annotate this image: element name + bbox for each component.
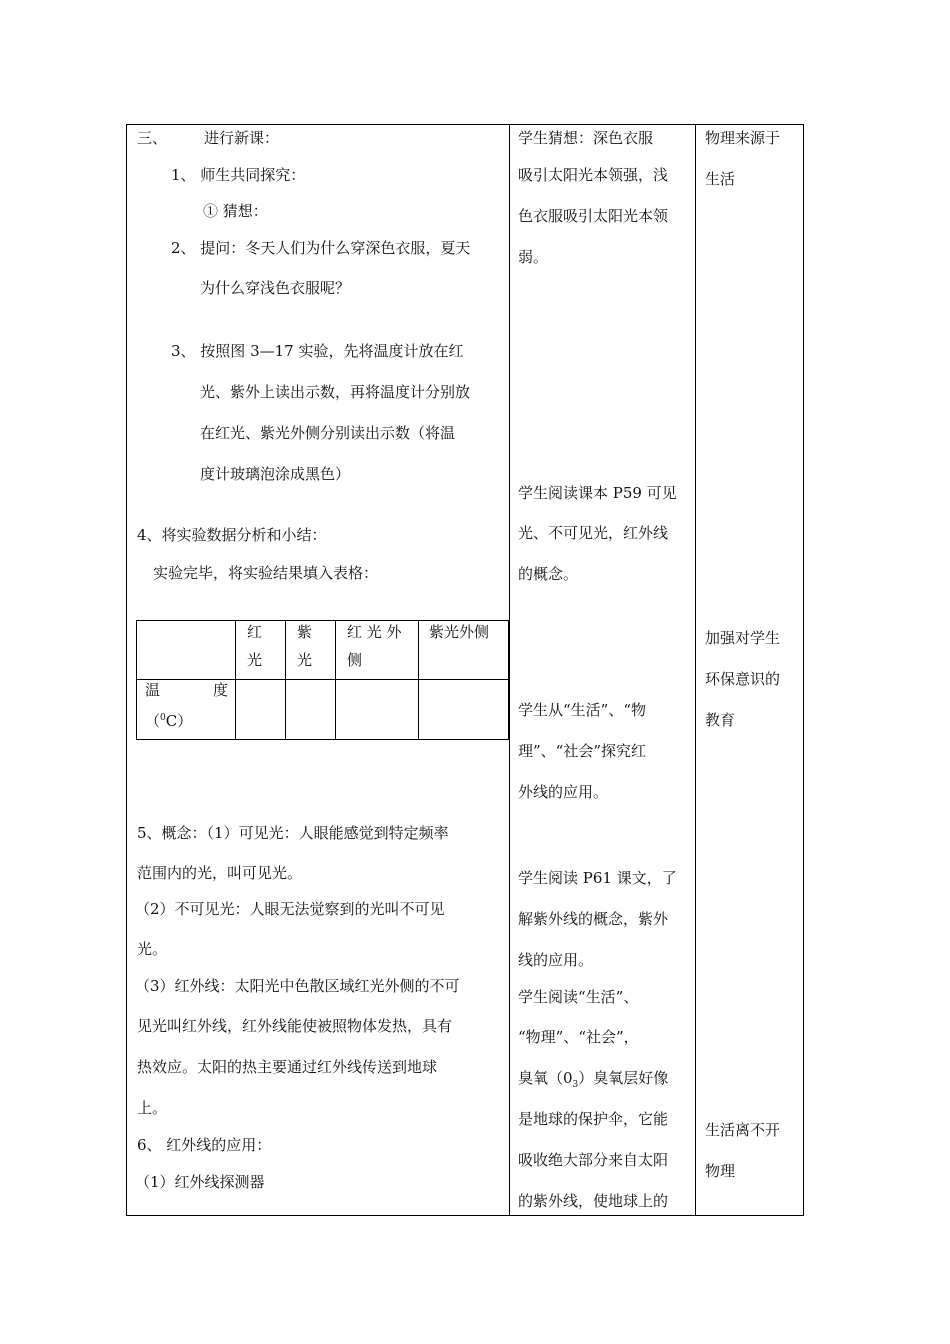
item-5-line-8: 上。 xyxy=(137,1099,168,1117)
item-5-line-6: 见光叫红外线，红外线能使被照物体发热，具有 xyxy=(137,1017,453,1035)
row-label-unit: （$^0$C） xyxy=(145,712,193,730)
ozone-line-6: 的紫外线，使地球上的 xyxy=(518,1192,669,1210)
guess-item: ① 猜想： xyxy=(203,202,268,220)
item-3-line-1: 3、 按照图 3—17 实验，先将温度计放在红 xyxy=(171,342,464,360)
item-5-line-7: 热效应。太阳的热主要通过红外线传送到地球 xyxy=(137,1058,438,1076)
note-3-line-1: 生活离不开 xyxy=(705,1121,781,1139)
row-label-temperature: 温 xyxy=(145,681,161,699)
header-outside-red: 红 光 外 xyxy=(347,623,402,641)
note-1-line-1: 物理来源于 xyxy=(705,129,781,147)
table-row-divider xyxy=(137,679,508,680)
note-1-line-2: 生活 xyxy=(705,170,736,188)
item-5-line-1: 5、概念：（1）可见光：人眼能感觉到特定频率 xyxy=(137,824,449,842)
column-divider-2 xyxy=(695,125,696,1215)
student-guess-line-3: 色衣服吸引太阳光本领 xyxy=(518,207,669,225)
header-outside-violet: 紫光外侧 xyxy=(429,623,490,641)
item-2-line-2: 为什么穿浅色衣服呢？ xyxy=(200,279,351,297)
header-violet-light-2: 光 xyxy=(297,651,313,669)
reading-p59-line-1: 学生阅读课本 P59 可见 xyxy=(518,484,677,502)
item-5-line-4: 光。 xyxy=(137,940,168,958)
header-red-light-2: 光 xyxy=(247,651,263,669)
reading-p59-line-2: 光、不可见光，红外线 xyxy=(518,524,669,542)
item-5-line-5: （3）红外线：太阳光中色散区域红光外侧的不可 xyxy=(135,977,460,995)
item-3-line-3: 在红光、紫光外侧分别读出示数（将温 xyxy=(200,424,456,442)
header-outside-red-2: 侧 xyxy=(347,651,363,669)
reading-p61-line-1: 学生阅读 P61 课文，了 xyxy=(518,869,677,887)
explore-line-2: 理”、“社会”探究红 xyxy=(518,742,647,760)
note-2-line-1: 加强对学生 xyxy=(705,629,781,647)
item-4: 4、将实验数据分析和小结： xyxy=(137,526,327,544)
item-4-instruction: 实验完毕，将实验结果填入表格： xyxy=(153,564,379,582)
lesson-table xyxy=(126,124,804,1216)
student-guess-line-4: 弱。 xyxy=(518,248,549,266)
ozone-line-5: 吸收绝大部分来自太阳 xyxy=(518,1151,669,1169)
ozone-line-3: 臭氧$(0_3)$臭氧层好像 xyxy=(518,1069,669,1090)
section-heading: 进行新课： xyxy=(204,129,280,147)
header-red-light: 红 xyxy=(247,623,263,641)
note-2-line-2: 环保意识的 xyxy=(705,670,781,688)
reading-p61-line-2: 解紫外线的概念，紫外 xyxy=(518,910,669,928)
item-2-line-1: 2、 提问：冬天人们为什么穿深色衣服，夏天 xyxy=(171,239,471,257)
reading-p61-line-3: 线的应用。 xyxy=(518,951,594,969)
table-col-divider xyxy=(418,621,419,739)
experiment-results-table xyxy=(136,620,509,740)
item-5-line-3: （2）不可见光：人眼无法觉察到的光叫不可见 xyxy=(135,900,445,918)
ozone-line-1: 学生阅读“生活”、 xyxy=(518,988,639,1006)
item-5-line-2: 范围内的光，叫可见光。 xyxy=(137,864,303,882)
ozone-line-4: 是地球的保护伞，它能 xyxy=(518,1110,669,1128)
table-col-divider xyxy=(285,621,286,739)
item-3-line-4: 度计玻璃泡涂成黑色） xyxy=(200,465,351,483)
item-6: 6、 红外线的应用： xyxy=(137,1136,272,1154)
student-guess-line-2: 吸引太阳光本领强，浅 xyxy=(518,166,669,184)
item-6-sub: （1）红外线探测器 xyxy=(135,1173,265,1191)
table-col-divider xyxy=(335,621,336,739)
note-3-line-2: 物理 xyxy=(705,1162,736,1180)
explore-line-3: 外线的应用。 xyxy=(518,783,609,801)
item-3-line-2: 光、紫外上读出示数，再将温度计分别放 xyxy=(200,383,471,401)
item-1: 1、 师生共同探究： xyxy=(171,166,306,184)
section-heading-number: 三、 xyxy=(137,129,168,147)
reading-p59-line-3: 的概念。 xyxy=(518,565,579,583)
note-2-line-3: 教育 xyxy=(705,711,736,729)
ozone-line-2: “物理”、“社会”， xyxy=(518,1028,639,1046)
explore-line-1: 学生从“生活”、“物 xyxy=(518,701,647,719)
column-divider-1 xyxy=(509,125,510,1215)
header-violet-light: 紫 xyxy=(297,623,313,641)
table-col-divider xyxy=(235,621,236,739)
student-guess-line-1: 学生猜想：深色衣服 xyxy=(518,129,654,147)
row-label-temperature-2: 度 xyxy=(213,681,229,699)
